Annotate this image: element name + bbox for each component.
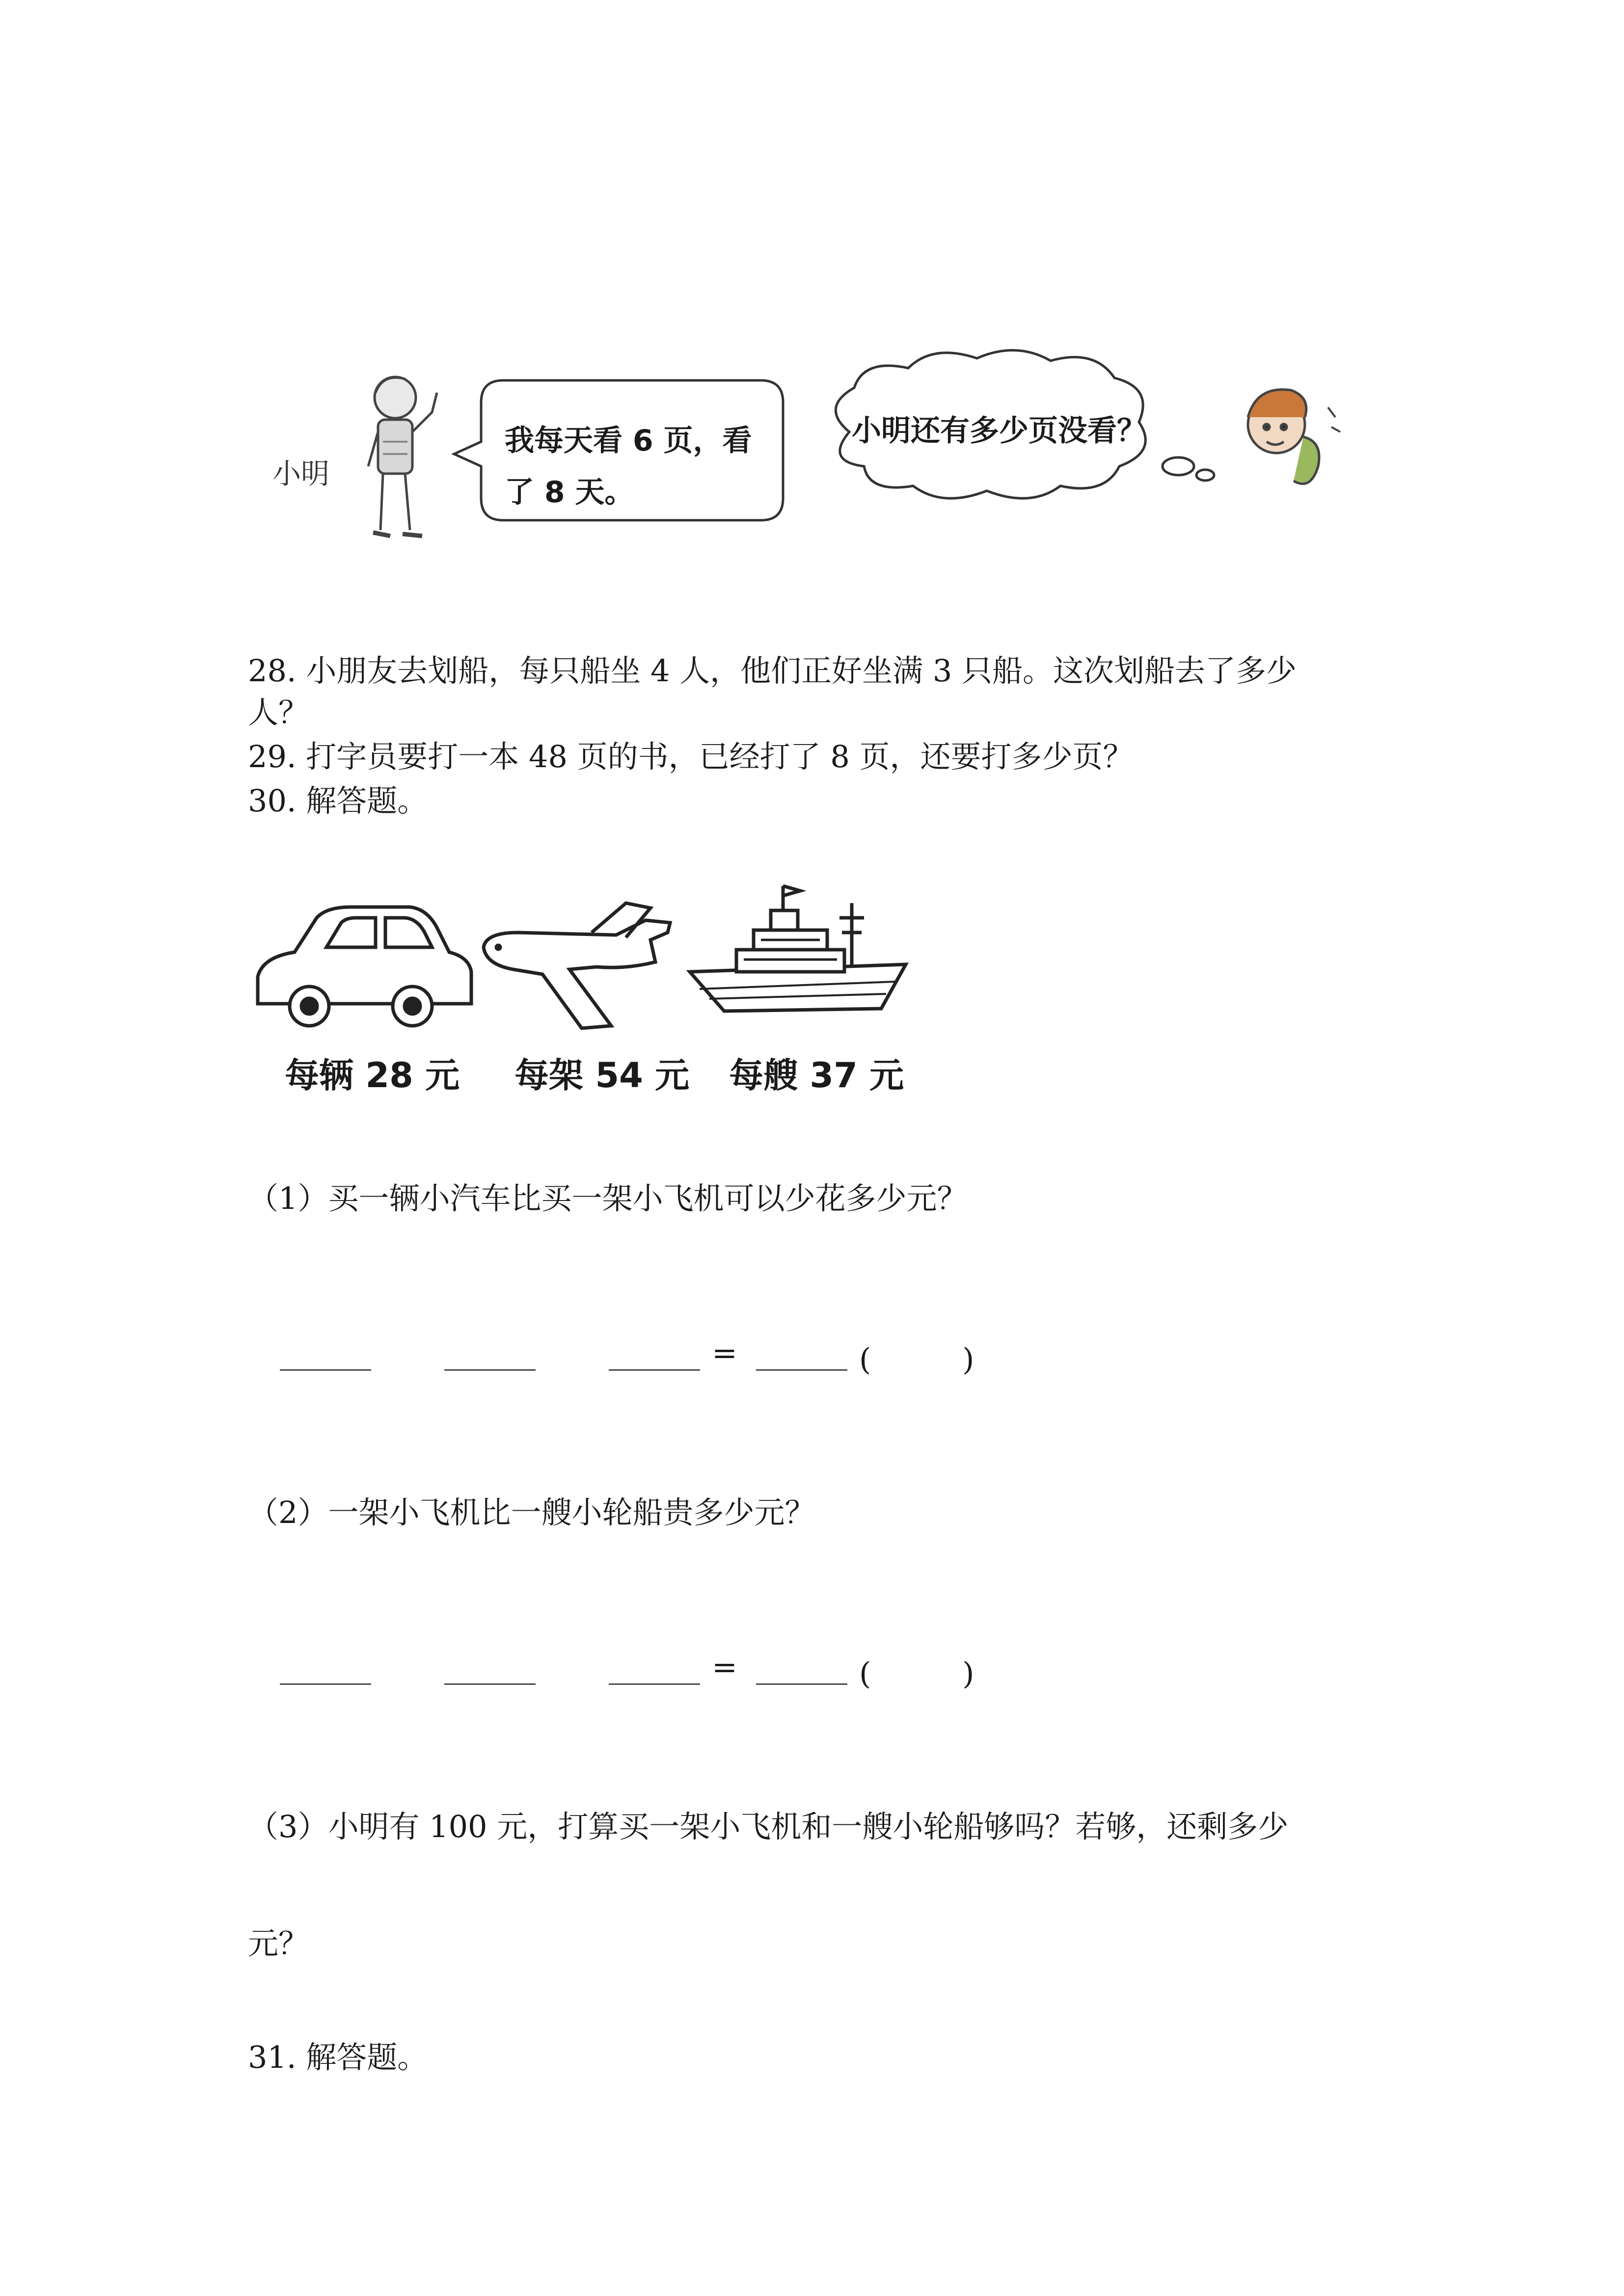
car-price-label: 每辆 28 元 bbox=[285, 1055, 460, 1095]
question-31: 31. 解答题。 bbox=[248, 2039, 428, 2075]
question-28-line2: 人？ bbox=[248, 694, 309, 730]
sub-question-3-line1: （3）小明有 100 元，打算买一架小飞机和一艘小轮船够吗？若够，还剩多少 bbox=[248, 1809, 1289, 1844]
unit-parens[interactable]: ( ) bbox=[859, 1655, 974, 1691]
question-30: 30. 解答题。 bbox=[248, 783, 428, 819]
car-icon bbox=[258, 907, 471, 1026]
sub-question-2: （2）一架小飞机比一艘小轮船贵多少元？ bbox=[248, 1495, 815, 1530]
question-28-line1: 28. 小朋友去划船，每只船坐 4 人，他们正好坐满 3 只船。这次划船去了多少 bbox=[248, 653, 1297, 689]
answer-blank[interactable]: ______ bbox=[609, 1335, 700, 1371]
unit-parens[interactable]: ( ) bbox=[859, 1341, 974, 1377]
vehicles-figure bbox=[248, 883, 935, 1045]
answer-blank[interactable]: ______ bbox=[280, 1335, 371, 1371]
speech-text-line1: 我每天看 6 页，看 bbox=[505, 424, 752, 458]
equals-sign: = bbox=[712, 1649, 737, 1685]
answer-row-2 bbox=[280, 1649, 1016, 1693]
answer-blank[interactable]: ______ bbox=[444, 1335, 536, 1371]
answer-blank[interactable]: ______ bbox=[756, 1649, 847, 1685]
answer-blank[interactable]: ______ bbox=[280, 1649, 371, 1685]
airplane-icon bbox=[484, 903, 670, 1028]
girl-figure-icon bbox=[1248, 390, 1340, 484]
speech-text-line2: 了 8 天。 bbox=[505, 475, 634, 509]
boy-figure-icon bbox=[368, 377, 437, 536]
answer-row-1 bbox=[280, 1335, 1016, 1379]
answer-blank[interactable]: ______ bbox=[609, 1649, 700, 1685]
boy-label: 小明 bbox=[272, 457, 330, 490]
question-29: 29. 打字员要打一本 48 页的书，已经打了 8 页，还要打多少页？ bbox=[248, 739, 1134, 774]
equals-sign: = bbox=[712, 1335, 737, 1371]
reading-figure bbox=[236, 344, 1375, 618]
sub-question-3-line2: 元？ bbox=[248, 1925, 309, 1961]
thought-text: 小明还有多少页没看？ bbox=[852, 414, 1146, 448]
ship-price-label: 每艘 37 元 bbox=[729, 1055, 904, 1095]
plane-price-label: 每架 54 元 bbox=[514, 1055, 690, 1095]
answer-blank[interactable]: ______ bbox=[756, 1335, 847, 1371]
sub-question-1: （1）买一辆小汽车比买一架小飞机可以少花多少元？ bbox=[248, 1180, 968, 1216]
ship-icon bbox=[690, 886, 906, 1011]
answer-blank[interactable]: ______ bbox=[444, 1649, 536, 1685]
